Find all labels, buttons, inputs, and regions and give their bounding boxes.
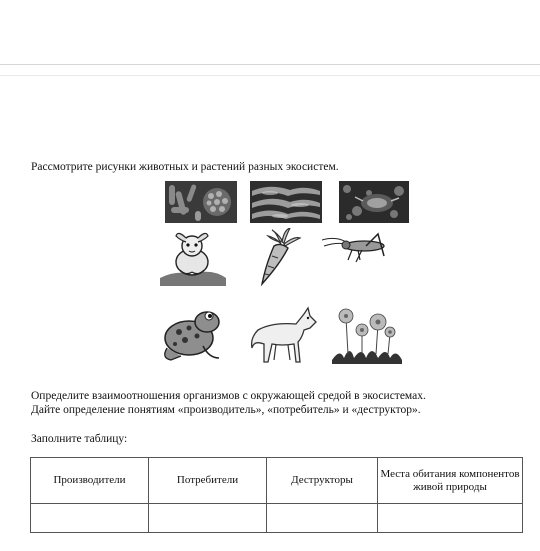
- rabbit-icon: [156, 228, 228, 288]
- answer-table: [30, 457, 523, 533]
- question-line-1: Определите взаимоотношения организмов с окружающей средой в экосистемах.: [31, 390, 426, 402]
- top-bar: [0, 0, 540, 64]
- divider: [0, 75, 540, 76]
- frog-icon: [157, 306, 223, 362]
- intro-text: Рассмотрите рисунки животных и растений разных экосистем.: [31, 161, 339, 173]
- table-cell[interactable]: [378, 504, 523, 533]
- divider: [0, 64, 540, 65]
- header-habitats: Места обитания компонентов живой природы: [378, 458, 523, 504]
- table-cell[interactable]: [31, 504, 149, 533]
- fill-instruction: Заполните таблицу:: [31, 433, 128, 445]
- header-decomposers: Деструкторы: [267, 458, 378, 504]
- question-line-2: Дайте определение понятиям «производитель», «потребитель» и «деструктор».: [31, 404, 421, 416]
- table-row: [31, 504, 523, 533]
- fungi-photo-icon: [250, 181, 322, 223]
- grasshopper-icon: [322, 232, 390, 264]
- flowers-icon: [332, 304, 402, 364]
- carrot-icon: [250, 228, 302, 286]
- moss-photo-icon: [339, 181, 409, 223]
- bacteria-photo-icon: [165, 181, 237, 223]
- header-producers: Производители: [31, 458, 149, 504]
- table-cell[interactable]: [149, 504, 267, 533]
- table-header-row: [31, 458, 523, 504]
- header-consumers: Потребители: [149, 458, 267, 504]
- wolf-icon: [248, 304, 318, 364]
- cropped-heading: [30, 150, 100, 156]
- table-cell[interactable]: [267, 504, 378, 533]
